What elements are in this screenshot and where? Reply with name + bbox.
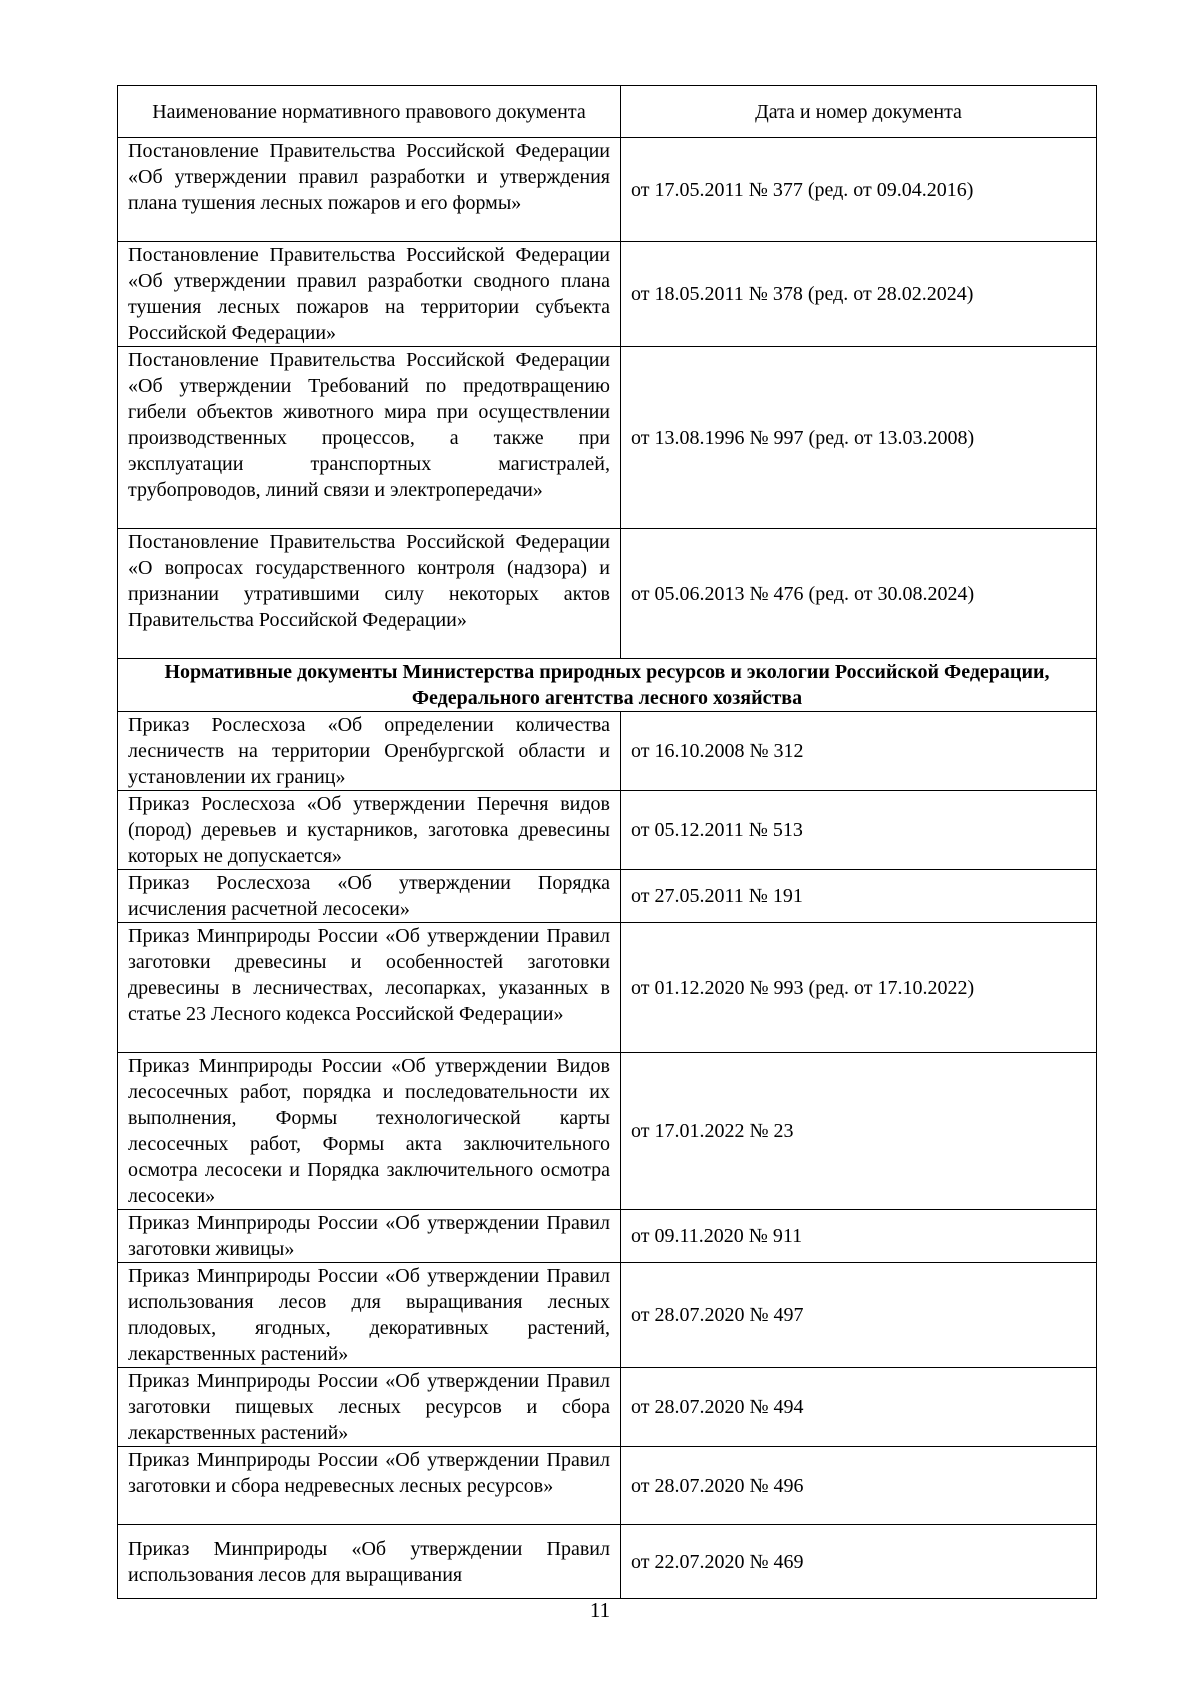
document-name: Приказ Рослесхоза «Об определении количества лесничеств на территории Оренбургской области и установлении их границ» xyxy=(118,712,621,791)
document-name: Постановление Правительства Российской Федерации «Об утверждении Требований по предотвращению гибели объектов животного мира при осуществлении производственных процессов, а также при эксплуатации транспортных магистралей, трубопроводов, линий связи и электропередачи» xyxy=(118,347,621,529)
table-row xyxy=(118,1447,1097,1525)
table-row xyxy=(118,138,1097,242)
table-row xyxy=(118,1263,1097,1368)
document-date: от 18.05.2011 № 378 (ред. от 28.02.2024) xyxy=(621,242,1097,347)
header-date: Дата и номер документа xyxy=(621,86,1097,138)
page-number: 11 xyxy=(589,1598,611,1622)
table-row xyxy=(118,529,1097,659)
document-date: от 16.10.2008 № 312 xyxy=(621,712,1097,791)
table-row xyxy=(118,712,1097,791)
document-name: Постановление Правительства Российской Федерации «Об утверждении правил разработки и утверждения плана тушения лесных пожаров и его формы» xyxy=(118,138,621,242)
document-date: от 28.07.2020 № 494 xyxy=(621,1368,1097,1447)
table-row xyxy=(118,870,1097,923)
document-name: Постановление Правительства Российской Федерации «О вопросах государственного контроля (надзора) и признании утратившими силу некоторых актов Правительства Российской Федерации» xyxy=(118,529,621,659)
document-date: от 28.07.2020 № 496 xyxy=(621,1447,1097,1525)
document-name: Приказ Минприроды России «Об утверждении Правил заготовки древесины и особенностей заготовки древесины в лесничествах, лесопарках, указанных в статье 23 Лесного кодекса Российской Федерации» xyxy=(118,923,621,1053)
table-row xyxy=(118,1368,1097,1447)
document-date: от 17.01.2022 № 23 xyxy=(621,1053,1097,1210)
document-date: от 01.12.2020 № 993 (ред. от 17.10.2022) xyxy=(621,923,1097,1053)
table-row xyxy=(118,347,1097,529)
document-date: от 05.12.2011 № 513 xyxy=(621,791,1097,870)
document-name: Приказ Рослесхоза «Об утверждении Порядка исчисления расчетной лесосеки» xyxy=(118,870,621,923)
table-row xyxy=(118,923,1097,1053)
table-row xyxy=(118,791,1097,870)
document-name: Приказ Минприроды «Об утверждении Правил использования лесов для выращивания xyxy=(118,1525,621,1599)
document-name: Приказ Минприроды России «Об утверждении Правил заготовки и сбора недревесных лесных ресурсов» xyxy=(118,1447,621,1525)
section-row xyxy=(118,659,1097,712)
document-name: Постановление Правительства Российской Федерации «Об утверждении правил разработки сводного плана тушения лесных пожаров на территории субъекта Российской Федерации» xyxy=(118,242,621,347)
document-name: Приказ Минприроды России «Об утверждении Видов лесосечных работ, порядка и последовательности их выполнения, Формы технологической карты лесосечных работ, Формы акта заключительного осмотра лесосеки и Порядка заключительного осмотра лесосеки» xyxy=(118,1053,621,1210)
document-date: от 27.05.2011 № 191 xyxy=(621,870,1097,923)
table-row xyxy=(118,242,1097,347)
legal-documents-table xyxy=(117,85,1097,1599)
document-name: Приказ Минприроды России «Об утверждении Правил заготовки пищевых лесных ресурсов и сбора лекарственных растений» xyxy=(118,1368,621,1447)
table-row xyxy=(118,1210,1097,1263)
table-row xyxy=(118,1053,1097,1210)
document-date: от 28.07.2020 № 497 xyxy=(621,1263,1097,1368)
table-row xyxy=(118,1525,1097,1599)
document-date: от 22.07.2020 № 469 xyxy=(621,1525,1097,1599)
document-name: Приказ Минприроды России «Об утверждении Правил заготовки живицы» xyxy=(118,1210,621,1263)
document-name: Приказ Минприроды России «Об утверждении Правил использования лесов для выращивания лесных плодовых, ягодных, декоративных растений, лекарственных растений» xyxy=(118,1263,621,1368)
header-name: Наименование нормативного правового документа xyxy=(118,86,621,138)
document-name: Приказ Рослесхоза «Об утверждении Перечня видов (пород) деревьев и кустарников, заготовка древесины которых не допускается» xyxy=(118,791,621,870)
document-date: от 05.06.2013 № 476 (ред. от 30.08.2024) xyxy=(621,529,1097,659)
document-date: от 17.05.2011 № 377 (ред. от 09.04.2016) xyxy=(621,138,1097,242)
table-header-row xyxy=(118,86,1097,138)
section-title: Нормативные документы Министерства природных ресурсов и экологии Российской Федерации, Федерального агентства лесного хозяйства xyxy=(118,659,1097,712)
document-date: от 09.11.2020 № 911 xyxy=(621,1210,1097,1263)
document-date: от 13.08.1996 № 997 (ред. от 13.03.2008) xyxy=(621,347,1097,529)
